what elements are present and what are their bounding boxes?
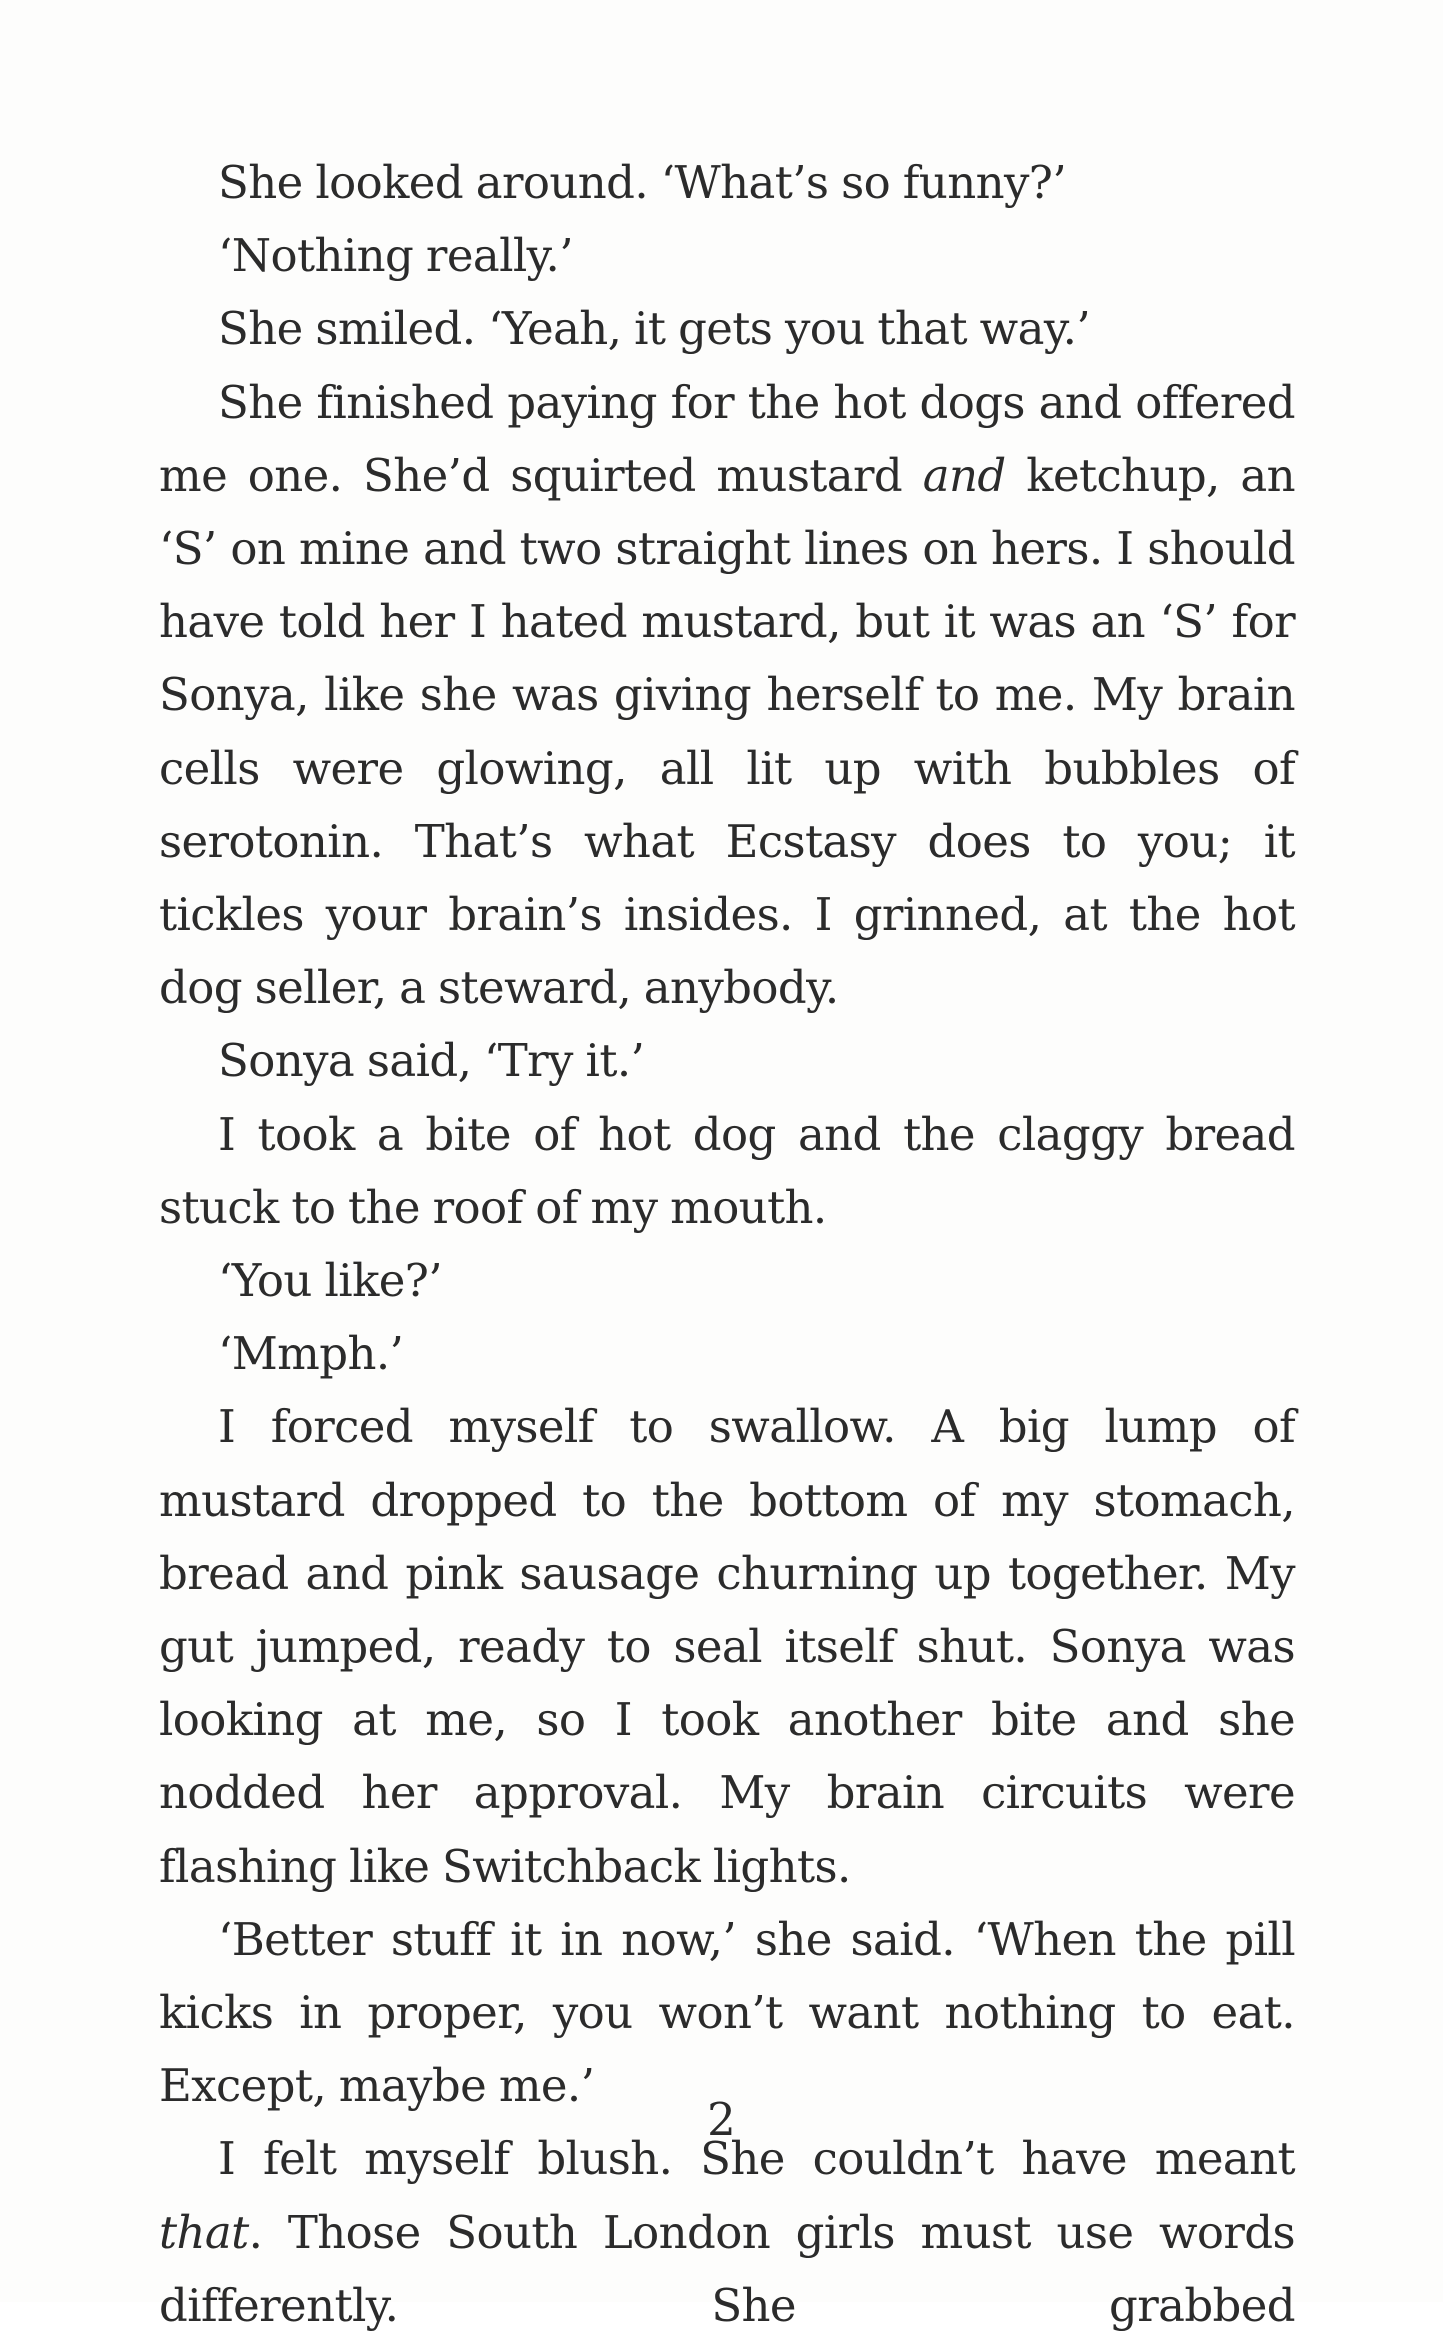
paragraph-text: ‘Mmph.’ <box>218 1327 404 1381</box>
paragraph-text: I felt myself blush. She couldn’t have meant <box>218 2132 1295 2186</box>
paragraph <box>159 366 1295 1025</box>
paragraph-text: She finished paying for the hot dogs and offered me one. She’d squirted mustard <box>159 375 1295 502</box>
page-number: 2 <box>707 2093 736 2146</box>
paragraph <box>159 1024 1295 1097</box>
emphasis-text: that <box>159 2205 249 2259</box>
paragraph-text: Sonya said, ‘Try it.’ <box>218 1034 645 1088</box>
paragraph-text: She looked around. ‘What’s so funny?’ <box>218 156 1067 209</box>
paragraph <box>159 1317 1295 1390</box>
paragraph <box>159 1390 1295 1902</box>
paragraph <box>159 292 1295 365</box>
paragraph-text: ketchup, an ‘S’ on mine and two straight lines on hers. I should have told her I hated mustard, but it was an ‘S’ for Sonya, like she was giving herself to me. My brain cells were glowing, all lit up with bubbles of serotonin. That’s what Ecstasy does to you; it tickles your brain’s insides. I grinned, at the hot dog seller, a steward, anybody. <box>159 448 1295 1015</box>
paragraph-text: ‘Better stuff it in now,’ she said. ‘When the pill kicks in proper, you won’t want nothing to eat. Except, maybe me.’ <box>159 1912 1295 2113</box>
paragraph <box>159 219 1295 292</box>
paragraph-text: . Those South London girls must use words differently. She grabbed <box>159 2205 1295 2332</box>
paragraph <box>159 2122 1295 2342</box>
emphasis-text: and <box>922 448 1006 502</box>
paragraph <box>159 1244 1295 1317</box>
paragraph-text: I took a bite of hot dog and the claggy bread stuck to the roof of my mouth. <box>159 1107 1295 1234</box>
paragraph <box>159 146 1295 219</box>
paragraph-text: ‘You like?’ <box>218 1254 442 1308</box>
body-text <box>159 146 1295 2342</box>
paragraph-text: She smiled. ‘Yeah, it gets you that way.’ <box>218 302 1091 356</box>
paragraph <box>159 1098 1295 1244</box>
paragraph-text: I forced myself to swallow. A big lump of mustard dropped to the bottom of my stomach, bread and pink sausage churning up together. My gut jumped, ready to seal itself shut. Sonya was looking at me, so I took another bite and she nodded her approval. My brain circuits were flashing like Switchback lights. <box>159 1400 1295 1893</box>
paragraph-text: ‘Nothing really.’ <box>218 229 573 283</box>
